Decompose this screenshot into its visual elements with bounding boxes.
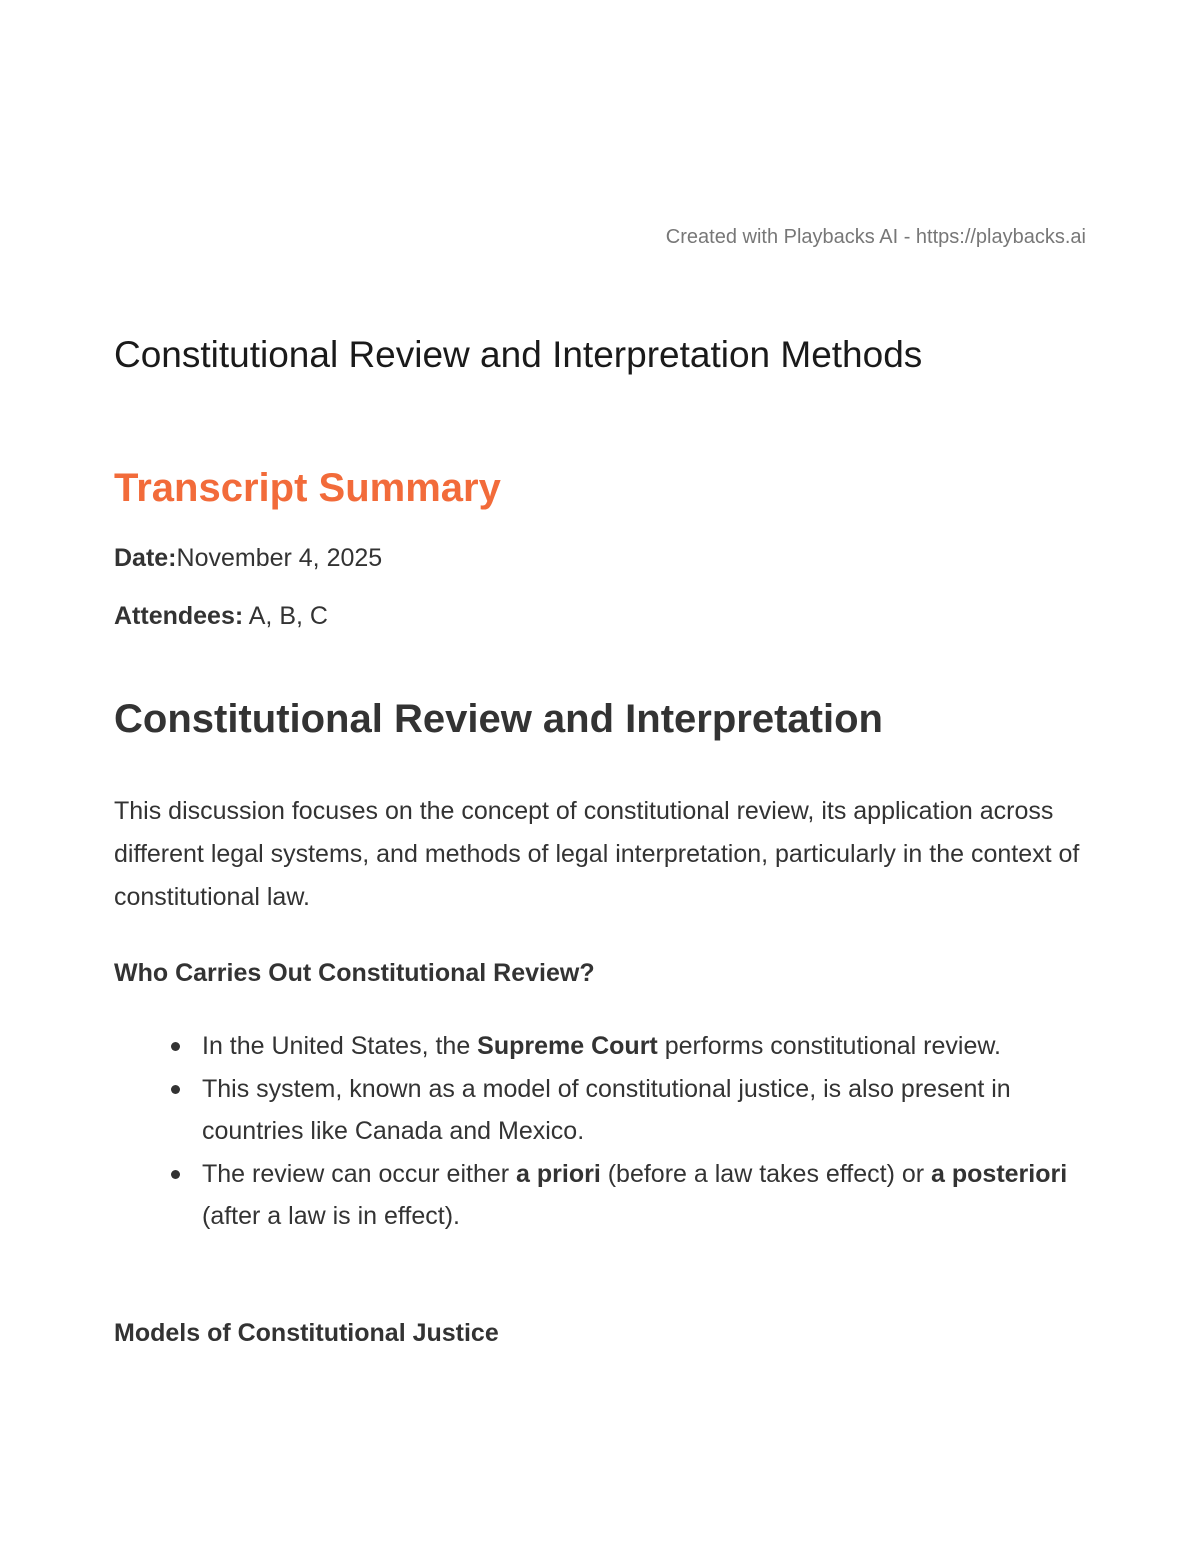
date-value: November 4, 2025 [176, 544, 383, 572]
bullet-text: The review can occur either [202, 1159, 517, 1188]
meta-date [114, 544, 382, 573]
bullet-text: In the United States, the [202, 1032, 478, 1060]
date-label: Date: [114, 544, 177, 572]
bullet-text: (after a law is in effect). [202, 1202, 460, 1230]
review-bullet-list [202, 1025, 1072, 1238]
attendees-value: A, B, C [243, 602, 328, 630]
intro-paragraph: This discussion focuses on the concept of constitutional review, its application across different legal systems, and methods of legal interpretation, particularly in the context of constitutional law. [114, 797, 1080, 911]
document-title: Constitutional Review and Interpretation Methods [114, 334, 923, 375]
bullet-text: performs constitutional review. [657, 1032, 1001, 1060]
bullet-dot-icon [171, 1085, 180, 1094]
list-item [202, 1025, 1072, 1068]
subheading-who-carries-out: Who Carries Out Constitutional Review? [114, 959, 595, 987]
meta-attendees [114, 602, 328, 631]
bullet-text: (before a law takes effect) or [600, 1159, 932, 1188]
subheading-models: Models of Constitutional Justice [114, 1319, 499, 1347]
transcript-summary-heading: Transcript Summary [114, 466, 501, 510]
playbacks-credit: Created with Playbacks AI - https://playbacks.ai [665, 226, 1086, 248]
list-item [202, 1153, 1072, 1238]
bullet-dot-icon [171, 1170, 180, 1179]
bullet-bold: a posteriori [931, 1159, 1068, 1188]
list-item [202, 1068, 1072, 1153]
bullet-bold: a priori [516, 1159, 601, 1188]
bullet-dot-icon [171, 1042, 180, 1051]
bullet-bold: Supreme Court [477, 1032, 658, 1060]
section-heading: Constitutional Review and Interpretation [114, 697, 883, 741]
bullet-text: This system, known as a model of constitutional justice, is also present in countries like Canada and Mexico. [202, 1074, 1011, 1145]
attendees-label: Attendees: [114, 602, 244, 630]
